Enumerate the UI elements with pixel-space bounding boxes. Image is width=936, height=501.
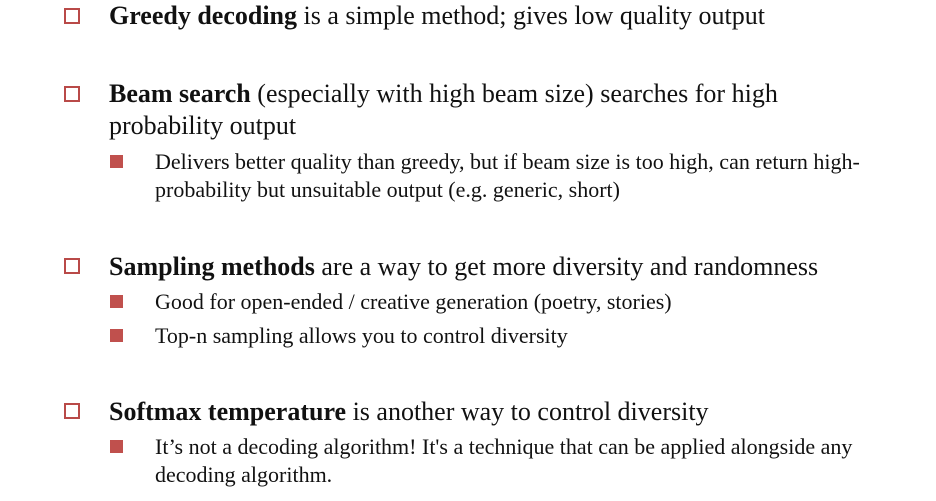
bullet-term: Softmax temperature: [109, 397, 347, 426]
bullet-sampling-methods: [109, 251, 899, 283]
bullet-term: Greedy decoding: [109, 1, 298, 30]
bullet-description: is another way to control diversity: [346, 397, 709, 426]
bullet-beam-search: [109, 78, 809, 142]
hollow-square-bullet-icon: [64, 8, 80, 24]
filled-square-bullet-icon: [110, 155, 123, 168]
bullet-description: is a simple method; gives low quality output: [297, 1, 765, 30]
sub-bullet-not-decoding-algorithm: It’s not a decoding algorithm! It's a technique that can be applied alongside any decoding algorithm.: [155, 434, 853, 487]
filled-square-bullet-icon: [110, 440, 123, 453]
sub-bullet-top-n: Top-n sampling allows you to control diversity: [155, 323, 568, 348]
hollow-square-bullet-icon: [64, 258, 80, 274]
bullet-description: (especially with high beam size) searches for high probability output: [109, 79, 778, 140]
hollow-square-bullet-icon: [64, 86, 80, 102]
bullet-term: Sampling methods: [109, 252, 315, 281]
sub-bullet-beam-quality: Delivers better quality than greedy, but if beam size is too high, can return high-probability but unsuitable output (e.g. generic, short): [155, 149, 860, 202]
filled-square-bullet-icon: [110, 295, 123, 308]
hollow-square-bullet-icon: [64, 403, 80, 419]
bullet-softmax-temperature: [109, 396, 899, 428]
bullet-greedy-decoding: [109, 0, 899, 32]
filled-square-bullet-icon: [110, 329, 123, 342]
bullet-description: are a way to get more diversity and randomness: [314, 252, 819, 281]
sub-bullet-open-ended: Good for open-ended / creative generation (poetry, stories): [155, 289, 672, 314]
bullet-term: Beam search: [109, 79, 251, 108]
